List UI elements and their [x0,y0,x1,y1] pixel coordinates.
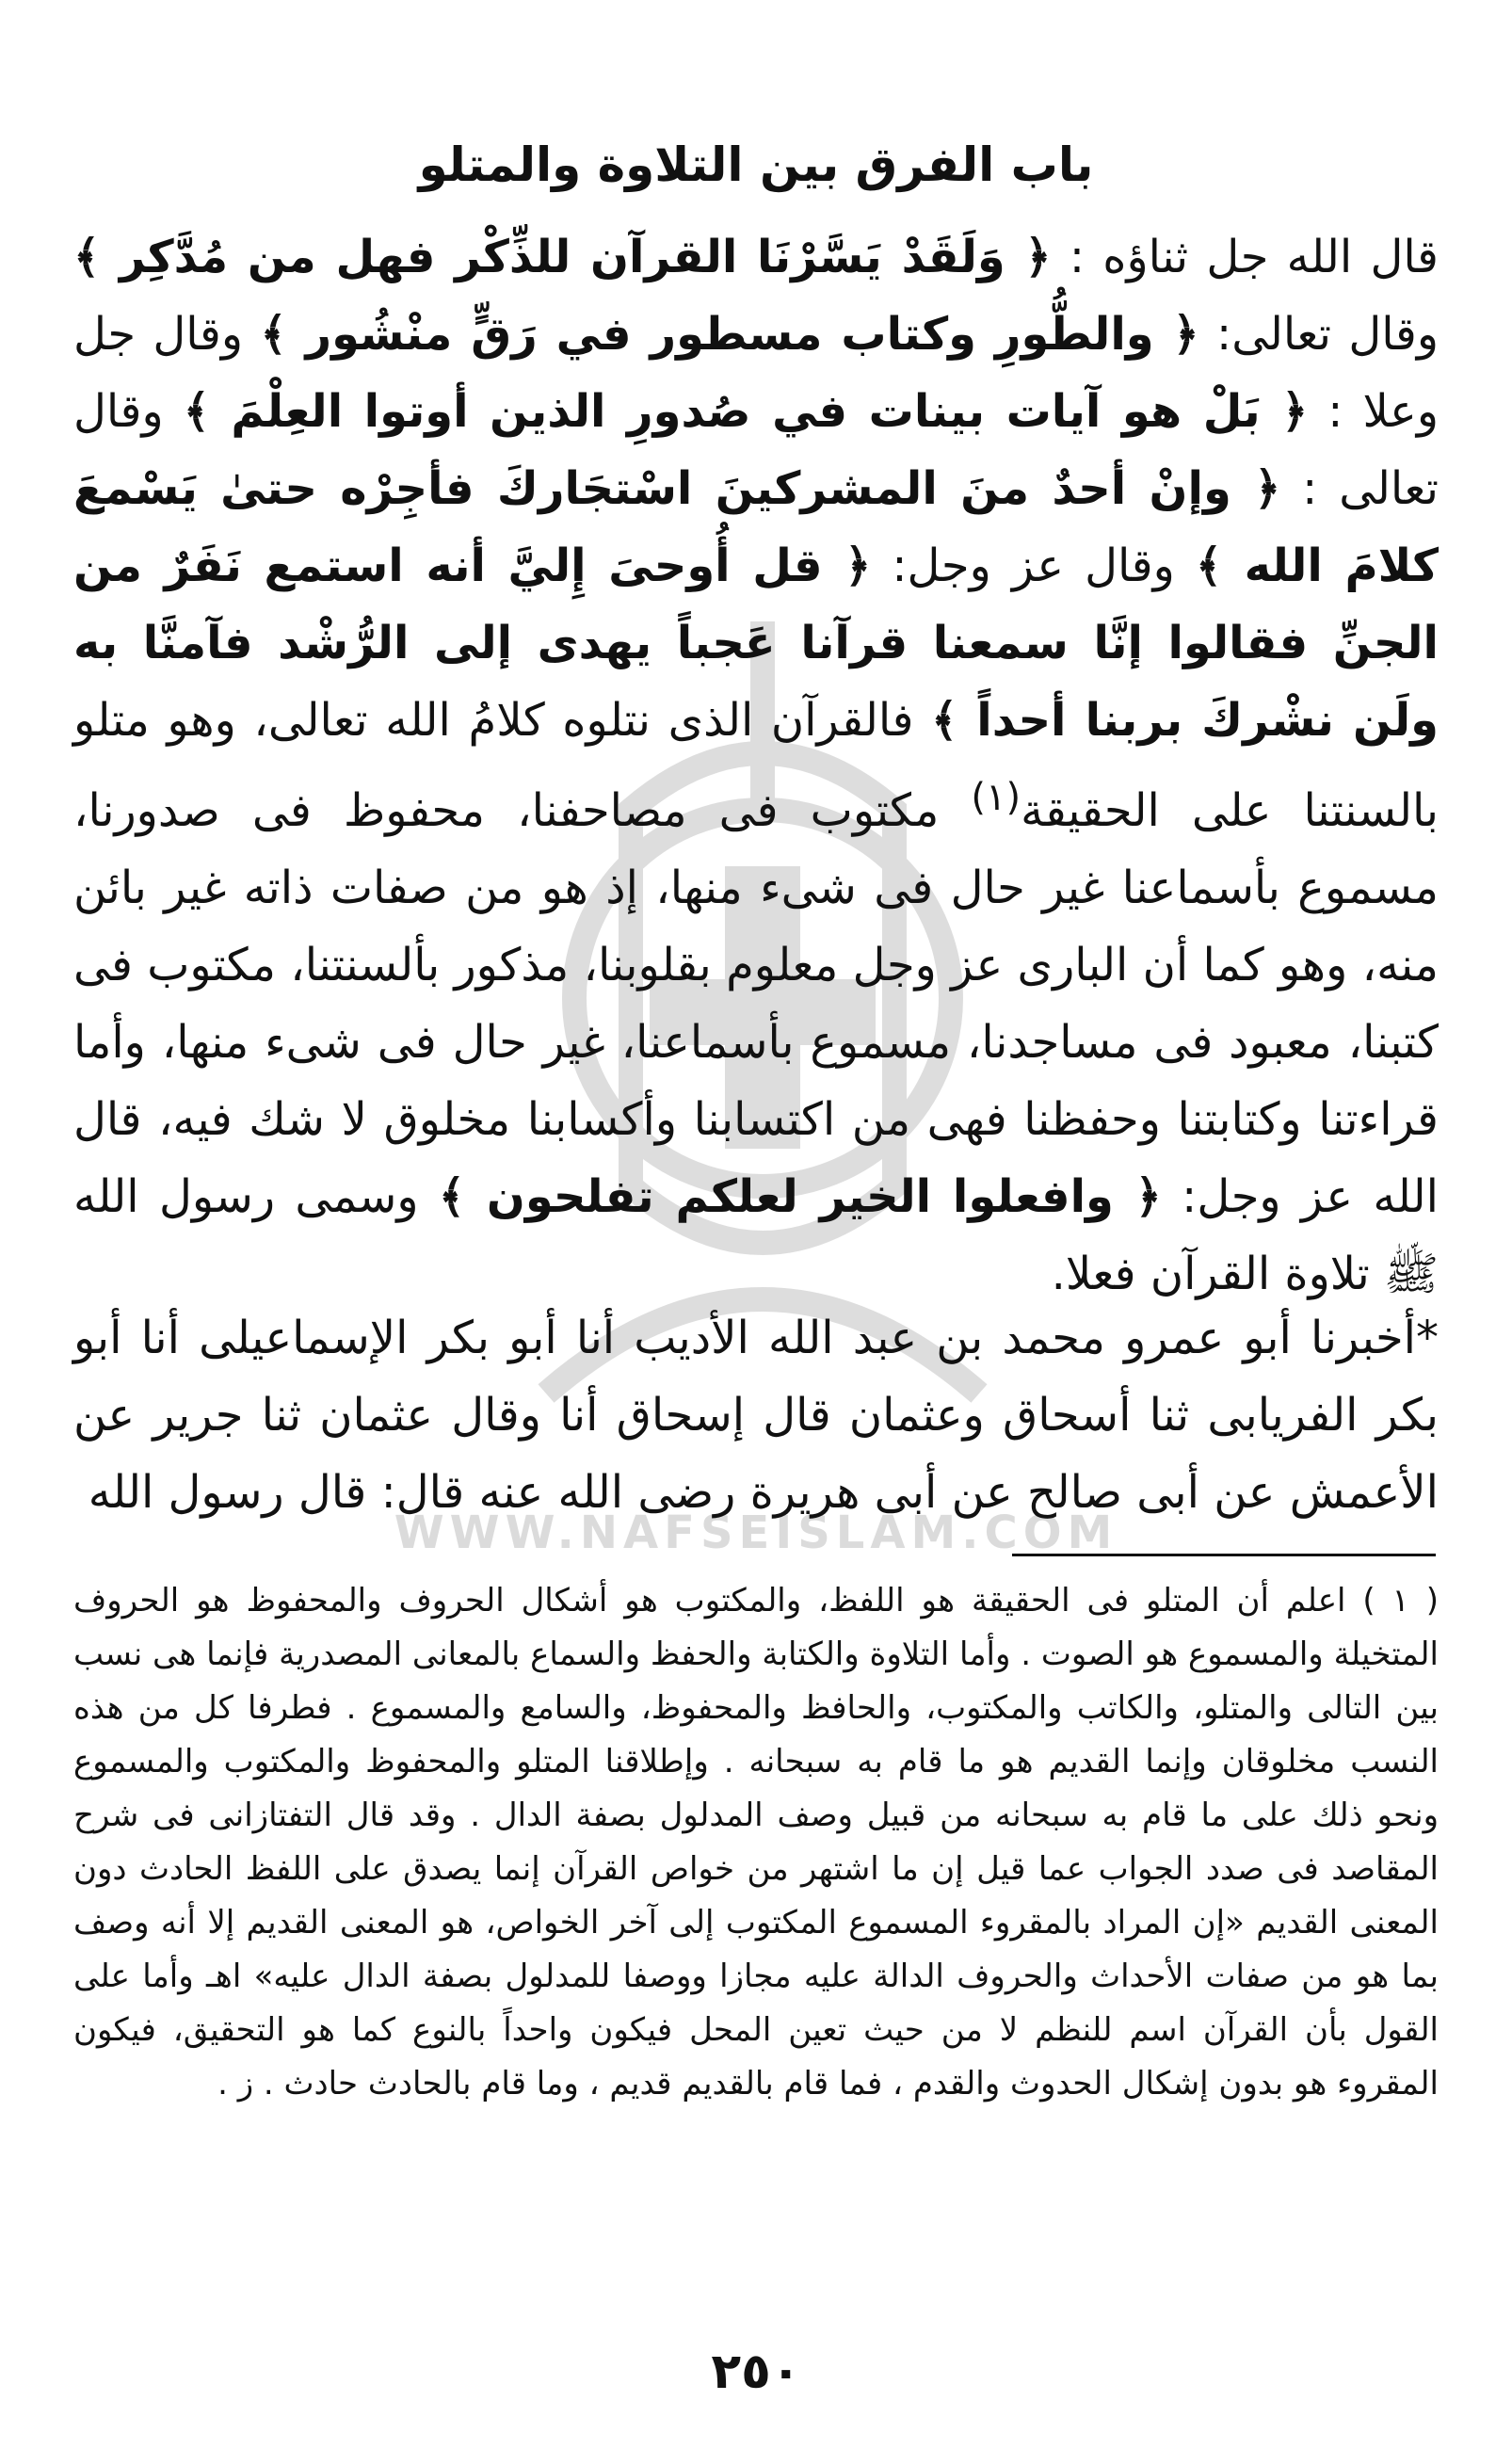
body-text-segment: وسمى رسول الله ﷺ تلاوة القرآن فعلا. [73,1170,1439,1300]
quran-verse: ﴿ والطُّورِ وكتاب مسطور في رَقٍّ منْشُور ﴾ [260,308,1199,361]
body-text-segment: وقال تعالى: [1198,308,1439,361]
page-number: ٢٥٠ [711,2344,801,2400]
quran-verse: ﴿ بَلْ هو آيات بينات في صُدورِ الذين أوتوا العِلْمَ ﴾ [183,385,1309,438]
footnote: ( ١ ) اعلم أن المتلو فى الحقيقة هو اللفظ، والمكتوب هو أشكال الحروف والمحفوظ هو الحروف المتخيلة والمسموع هو الصوت . وأما التلاوة والكتابة والحفظ والسماع بالمعانى المصدرية فإنما هى نسب بين التالى والمتلو، والكاتب والمكتوب، والحافظ والمحفوظ، والسامع والمسموع . فطرفا كل من هذه النسب مخلوقان وإنما القديم هو ما قام به سبحانه . وإطلاقنا المتلو والمحفوظ والمكتوب والمسموع ونحو ذلك على ما قام به سبحانه من قبيل وصف المدلول بصفة الدال . وقد قال التفتازانى فى شرح المقاصد فى صدد الجواب عما قيل إن ما اشتهر من خواص القرآن إنما يصدق على اللفظ الحادث دون المعنى القديم «إن المراد بالمقروء المسموع المكتوب إلى آخر الخواص، هو المعنى القديم إلا أنه وصف بما هو من صفات الأحداث والحروف الدالة عليه مجازا ووصفا للمدلول بصفة الدال عليه» اهـ وأما على القول بأن القرآن اسم للنظم لا من حيث تعين المحل فيكون واحداً بالنوع كما هو التحقيق، فيكون المقروء هو بدون إشكال الحدوث والقدم ، فما قام بالقديم قديم ، وما قام بالحادث حادث . ز . [73,1582,1439,2103]
quran-verse: ﴿ وإنْ أحدٌ منَ المشركينَ اسْتجَاركَ فأجِرْه حتىٰ يَسْمعَ كلامَ الله ﴾ [73,462,1439,592]
body-text-segment: وقال تعالى : [73,385,1440,515]
quran-verse: ﴿ قل أُوحىَ إِليَّ أنه استمع نَفَرٌ من الجنِّ فقالوا إنَّا سمعنا قرآنا عَجباً يهدى إلى الرُّشْد فآمنَّا به ولَن نشْركَ بربنا أحداً ﴾ [73,540,1440,747]
quran-verse: ﴿ وافعلوا الخير لعلكم تفلحون ﴾ [438,1170,1162,1223]
body-text-segment: قال الله جل ثناؤه : [1051,231,1440,283]
body-text-segment: مكتوب فى مصاحفنا، محفوظ فى صدورنا، مسموع بأسماعنا غير حال فى شىء منها، إذ هو من صفات ذاته غير بائن منه، وهو كما أن البارى عز وجل معلوم بقلوبنا، مذكور بألسنتنا، مكتوب فى كتبنا، معبود فى مساجدنا، مسموع بأسماعنا، غير حال فى شىء منها، وأما قراءتنا وكتابتنا وحفظنا فهى من اكتسابنا وأكسابنا مخلوق لا شك فيه، قال الله عز وجل: [73,784,1439,1223]
body-text-segment: فالقرآن الذى نتلوه كلامُ الله تعالى، وهو متلو بالسنتنا على الحقيقة [73,694,1439,837]
footnote-reference: (١) [971,776,1021,819]
watermark-caption: WWW.NAFSEISLAM.COM [394,1506,1118,1559]
hadith-chain-paragraph: *أخبرنا أبو عمرو محمد بن عبد الله الأديب أنا أبو بكر الإسماعيلى أنا أبو بكر الفريابى ثنا أسحاق وعثمان قال إسحاق أنا وقال عثمان ثنا جرير عن الأعمش عن أبى صالح عن أبى هريرة رضى الله عنه قال: قال رسول الله [73,1312,1439,1519]
body-text-segment: وقال عز وجل: [871,540,1196,592]
body-text-segment: وقال جل وعلا : [73,308,1439,438]
main-paragraph [73,218,1439,1313]
quran-verse: ﴿ وَلَقَدْ يَسَّرْنَا القرآن للذِّكْر فهل من مُدَّكِر ﴾ [73,231,1052,283]
footnote-divider [1012,1554,1436,1556]
chapter-title: باب الفرق بين التلاوة والمتلو [418,137,1094,192]
